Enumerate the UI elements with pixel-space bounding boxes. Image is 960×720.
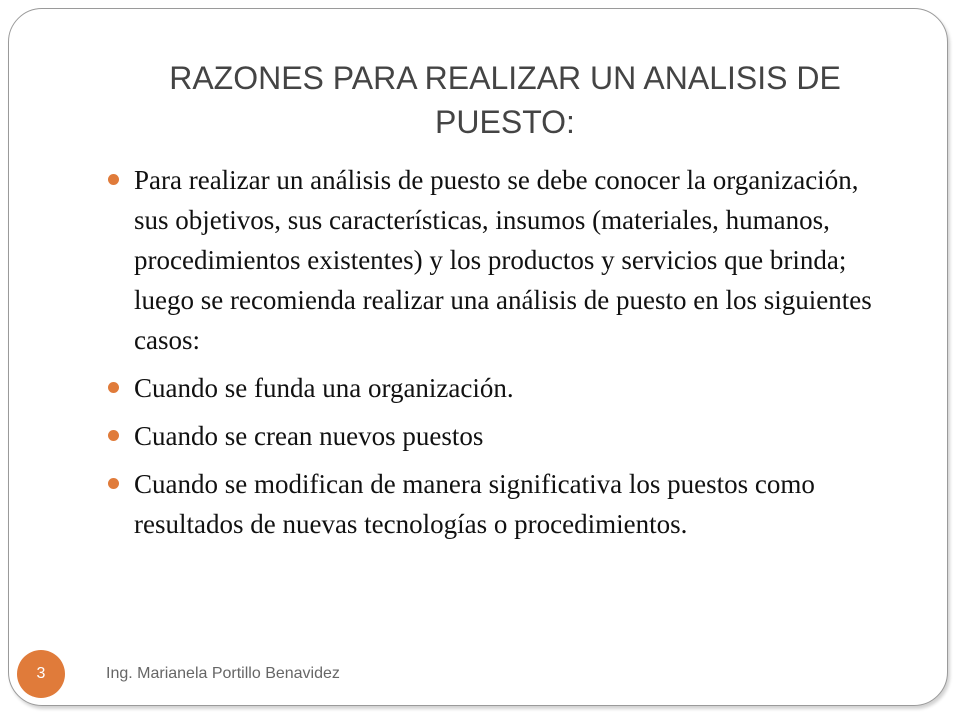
bullet-text: Para realizar un análisis de puesto se debe conocer la organización, sus objetivos, sus características, insumos (materiales, humanos, procedimientos existentes) y los productos y servicios que brinda; luego se recomienda realizar una análisis de puesto en los siguientes casos: [134, 165, 872, 355]
bullet-item [104, 160, 894, 360]
page-number-badge: 3 [17, 650, 65, 698]
bullet-item [104, 416, 894, 456]
bullet-text: Cuando se funda una organización. [134, 373, 514, 403]
bullet-text: Cuando se modifican de manera significativa los puestos como resultados de nuevas tecnologías o procedimientos. [134, 469, 815, 539]
bullet-dot-icon [108, 430, 119, 441]
footer-author: Ing. Marianela Portillo Benavidez [106, 665, 340, 682]
bullet-dot-icon [108, 382, 119, 393]
bullet-item [104, 464, 894, 544]
bullet-dot-icon [108, 174, 119, 185]
bullet-text: Cuando se crean nuevos puestos [134, 421, 484, 451]
bullet-dot-icon [108, 478, 119, 489]
bullet-item [104, 368, 894, 408]
slide-title: RAZONES PARA REALIZAR UN ANALISIS DE PUESTO: [169, 60, 841, 140]
bullet-list [104, 160, 894, 552]
